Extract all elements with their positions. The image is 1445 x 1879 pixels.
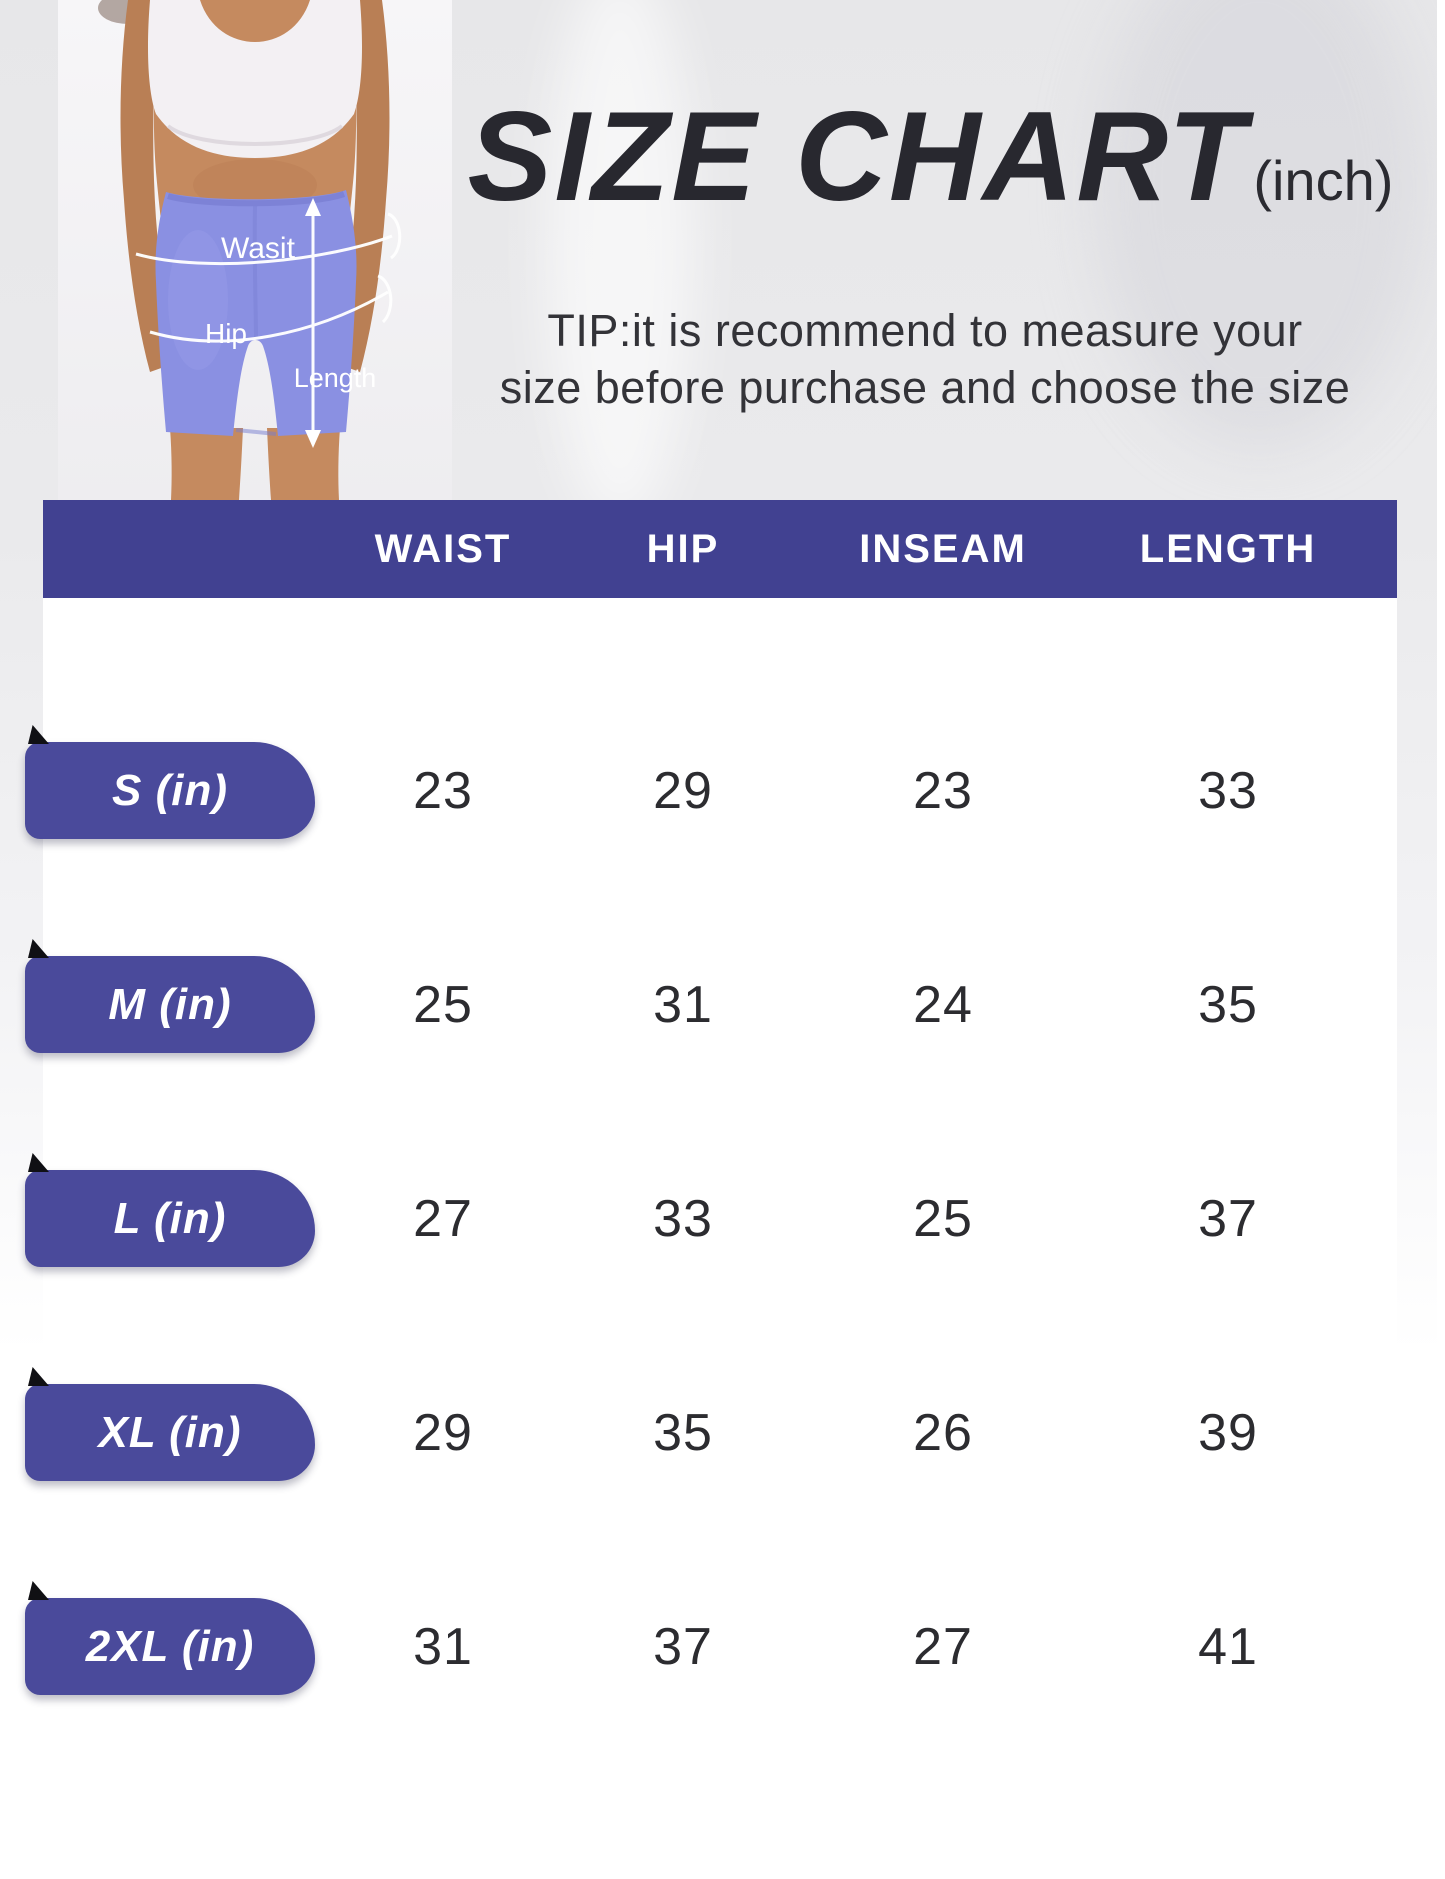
column-header-waist: WAIST	[374, 526, 512, 571]
pill-corner-fold	[28, 1153, 49, 1172]
size-pill-m	[25, 956, 315, 1053]
title-text: SIZE CHART	[467, 85, 1248, 227]
cell-l-hip: 33	[653, 1189, 713, 1248]
size-label: S (in)	[112, 765, 228, 815]
table-header-row	[43, 500, 1397, 598]
model-illustration	[58, 0, 452, 500]
cell-s-hip: 29	[653, 761, 713, 820]
cell-2xl-inseam: 27	[913, 1617, 973, 1676]
cell-m-length: 35	[1198, 975, 1258, 1034]
cell-l-waist: 27	[413, 1189, 473, 1248]
page-title	[448, 85, 1413, 227]
waist-label: Wasit	[221, 232, 295, 265]
pill-corner-fold	[28, 1367, 49, 1386]
table-row	[43, 742, 1397, 839]
cell-l-inseam: 25	[913, 1189, 973, 1248]
size-pill-l	[25, 1170, 315, 1267]
size-pill-xl	[25, 1384, 315, 1481]
cell-2xl-waist: 31	[413, 1617, 473, 1676]
column-header-length: LENGTH	[1139, 526, 1317, 571]
pill-corner-fold	[28, 939, 49, 958]
cell-s-waist: 23	[413, 761, 473, 820]
page-right-margin	[1437, 0, 1445, 1879]
column-header-inseam: INSEAM	[859, 526, 1027, 571]
cell-m-waist: 25	[413, 975, 473, 1034]
column-header-hip: HIP	[646, 526, 720, 571]
title-unit: (inch)	[1253, 149, 1394, 212]
product-photo	[58, 0, 452, 500]
size-label: XL (in)	[98, 1407, 242, 1457]
cell-xl-inseam: 26	[913, 1403, 973, 1462]
hip-label: Hip	[204, 318, 248, 349]
cell-s-inseam: 23	[913, 761, 973, 820]
pill-corner-fold	[28, 725, 49, 744]
cell-2xl-hip: 37	[653, 1617, 713, 1676]
length-label: Length	[293, 363, 377, 393]
tip-text	[415, 303, 1435, 416]
cell-l-length: 37	[1198, 1189, 1258, 1248]
pill-corner-fold	[28, 1581, 49, 1600]
tip-line-1: TIP:it is recommend to measure your	[547, 305, 1303, 356]
table-row	[43, 956, 1397, 1053]
size-label: M (in)	[108, 979, 232, 1029]
size-label: L (in)	[113, 1193, 227, 1243]
size-pill-s	[25, 742, 315, 839]
tip-line-2: size before purchase and choose the size	[499, 361, 1351, 413]
table-row	[43, 1170, 1397, 1267]
cell-m-inseam: 24	[913, 975, 973, 1034]
cell-xl-length: 39	[1198, 1403, 1258, 1462]
cell-m-hip: 31	[653, 975, 713, 1034]
table-row	[43, 1598, 1397, 1695]
background-faded-shape	[545, 0, 695, 530]
size-table	[43, 500, 1397, 1879]
cell-xl-waist: 29	[413, 1403, 473, 1462]
cell-xl-hip: 35	[653, 1403, 713, 1462]
size-label: 2XL (in)	[85, 1621, 255, 1671]
size-pill-2xl	[25, 1598, 315, 1695]
table-row	[43, 1384, 1397, 1481]
cell-2xl-length: 41	[1198, 1617, 1258, 1676]
cell-s-length: 33	[1198, 761, 1258, 820]
